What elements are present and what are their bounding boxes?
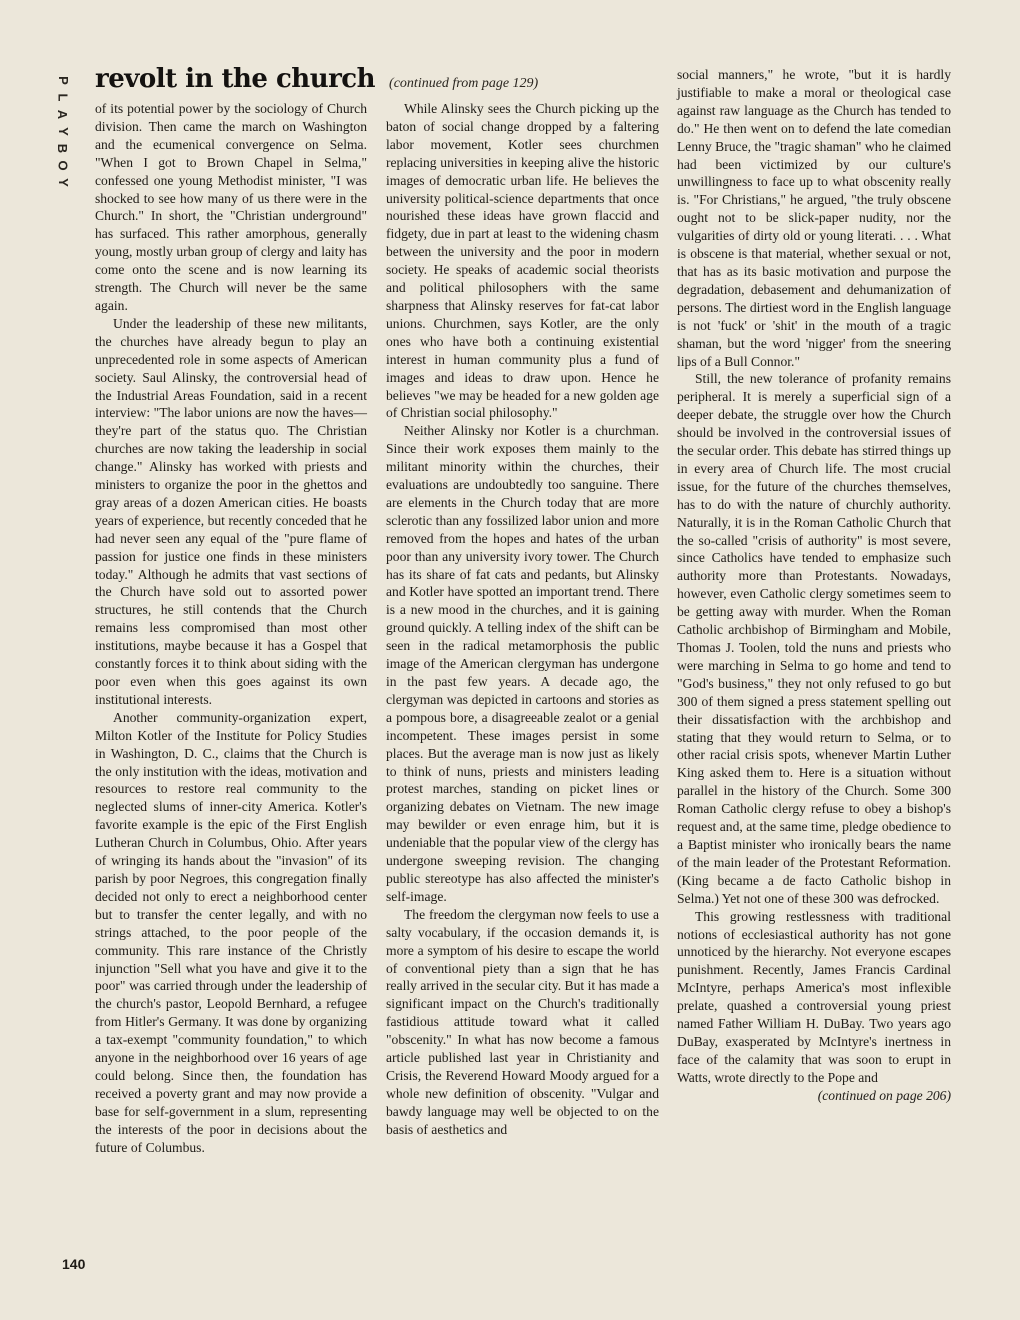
paragraph: social manners," he wrote, "but it is hardly justifiable to make a moral or theological case against raw language as the Church has tended to do." He then went on to defend the late comedian Lenny Bruce, the "tragic shaman" who he claimed had been victimized by our culture's unwillingness to face up to what obscenity really is. "For Christians," he argued, "the truly obscene ought not to be slick-paper nudity, nor the vulgarities of dirty old or young literati. . . . What is obscene is that material, whether sexual or not, that has as its basic motivation and purpose the degradation, debasement and dehumanization of persons. The dirtiest word in the English language is not 'fuck' or 'shit' in the mouth of a tragic shaman, but the word 'nigger' from the sneering lips of a Bull Connor." — [677, 67, 951, 369]
paragraph: The freedom the clergyman now feels to use a salty vocabulary, if the occasion demands it, is more a symptom of his desire to escape the world of conventional piety than a sign that he has really arrived in the secular city. But it has made a significant impact on the Church's traditionally fastidious attitude toward what it called "obscenity." In what has now become a famous article published last year in Christianity and Crisis, the Reverend Howard Moody argued for a whole new definition of obscenity. "Vulgar and bawdy language may well be objected to on the basis of aesthetics and — [386, 906, 659, 1137]
paragraph: While Alinsky sees the Church picking up the baton of social change dropped by a faltering labor movement, Kotler sees churchmen replacing universities in keeping alive the historic images of democratic urban life. He believes the university political-science departments that once nourished these ideas have grown flaccid and fidgety, due in part at least to the widening chasm between the university and the poor in modern society. He speaks of academic social theorists and political philosophers with the same sharpness that Alinsky reserves for fat-cat labor unions. Churchmen, says Kotler, are the only ones who have both a continuing existential interest in human community plus a fund of images and ideas to draw upon. Hence he believes "we may be headed for a new golden age of Christian social philosophy." — [386, 101, 659, 421]
page-number: 140 — [62, 1256, 86, 1272]
paragraph: Still, the new tolerance of profanity remains peripheral. It is merely a superficial sign of a deeper debate, the struggle over how the Church should be involved in the controversial issues of the secular order. This debate has stirred things up in every area of Church life. The most crucial issue, for the future of the churches themselves, has to do with the nature of churchly authority. Naturally, it is in the Roman Catholic Church that the so-called "crisis of authority" is most severe, since Catholics have tended to emphasize such authority more than Protestants. Nowadays, however, even Catholic clergy sometimes seem to be getting away with murder. When the Roman Catholic archbishop of Birmingham and Mobile, Thomas J. Toolen, told the nuns and priests who were marching in Selma to go home and tend to "God's business," they not only refused to go but 300 of them signed a press statement spelling out their dissatisfaction with the archbishop and stating that they would return to Selma, or to other racial crisis spots, whenever Martin Luther King asked them to. Here is a situation without parallel in the history of the Church. Some 300 Roman Catholic clergy refuse to obey a bishop's request and, at the same time, pledge obedience to a Baptist minister who ironically bears the name of the main leader of the Protestant Reformation. (King became a de facto Catholic bishop in Selma.) Yet not one of these 300 was defrocked. — [677, 371, 951, 906]
masthead-letter: B — [55, 143, 71, 154]
paragraph: Under the leadership of these new militants, the churches have already begun to play an unprecedented role in some aspects of American society. Saul Alinsky, the controversial head of the Industrial Areas Foundation, said in a recent interview: "The labor unions are now the haves—they're part of the status quo. The Christian churches are now taking the leadership in social change." Alinsky has worked with priests and ministers to organize the poor in the ghettos and gray areas of a dozen American cities. He boasts years of experience, but recently conceded that he had never seen any equal of the "pure flame of passion for justice one finds in these ministers today." Although he admits that vast sections of the Church have sold out to assorted power structures, he still contends that the Church remains less compromised than most other institutions, maybe because it has a Gospel that constantly forces it to think about siding with the poor even when this goes against its own institutional interests. — [95, 315, 367, 707]
masthead-letter: Y — [55, 178, 71, 187]
continued-from-note: (continued from page 129) — [389, 76, 539, 91]
masthead-letter: P — [55, 76, 71, 85]
text-column-1 — [95, 100, 367, 1156]
text-column-3 — [677, 66, 951, 1105]
text-column-2 — [386, 100, 659, 1139]
article-title: revolt in the church — [95, 64, 376, 94]
magazine-name-vertical — [55, 72, 71, 191]
paragraph: Another community-organization expert, Milton Kotler of the Institute for Policy Studies in Washington, D. C., claims that the Church is the only institution with the ideas, motivation and resources to restore real community to the neglected slums of inner-city America. Kotler's favorite example is the epic of the First English Lutheran Church in Columbus, Ohio. After years of wringing its hands about the "invasion" of its parish by poor Negroes, this congregation finally decided not only to erect a neighborhood center but to transfer the center legally, and with no strings attached, to the poor people of the community. This rare instance of the Christly injunction "Sell what you have and give it to the poor" was carried through under the leadership of the church's pastor, Leopold Bernhard, a refugee from Hitler's Germany. It was done by organizing a tax-exempt "community foundation," to which anyone in the neighborhood over 16 years of age could belong. Since then, the foundation has received a poverty grant and may now provide a base for self-government in a slum, representing the interests of the poor in decisions about the future of Columbus. — [95, 709, 367, 1155]
paragraph: of its potential power by the sociology of Church division. Then came the march on Washington and the ecumenical convergence on Selma. "When I got to Brown Chapel in Selma," confessed one young Methodist minister, "I was shocked to see how many of us there were in the Church." In short, the "Christian underground" has surfaced. This rather amorphous, generally young, mostly urban group of clergy and laity has come onto the scene and is now learning its strength. The Church will never be the same again. — [95, 101, 367, 313]
masthead-letter: A — [55, 109, 71, 120]
paragraph: This growing restlessness with traditional notions of ecclesiastical authority has not gone unnoticed by the hierarchy. Not everyone escapes punishment. Recently, James Francis Cardinal McIntyre, perhaps America's most inflexible prelate, quashed a controversial young priest named Father William H. DuBay. Two years ago DuBay, exasperated by McIntyre's inertness in face of the calamity that was soon to erupt in Watts, wrote directly to the Pope and — [677, 908, 951, 1085]
masthead-letter: O — [55, 160, 71, 171]
paragraph: Neither Alinsky nor Kotler is a churchman. Since their work exposes them mainly to the militant minority within the churches, their evaluations are undoubtedly too sanguine. There are elements in the Church today that are more sclerotic than any fossilized labor union and more removed from the hopes and hates of the urban poor than any university ivory tower. The Church has its share of fat cats and pedants, but Alinsky and Kotler have spotted an important trend. There is a new mood in the churches, and it is gaining ground quickly. A telling index of the shift can be seen in the radical metamorphosis the public image of the American clergyman has undergone in the past few years. A decade ago, the clergyman was depicted in cartoons and stories as a pompous bore, a disagreeable zealot or a genial incompetent. These images persist in some places. But the average man is now just as likely to think of nuns, priests and ministers leading protest marches, standing on picket lines or organizing debates on Vietnam. The new image may bewilder or even enrage him, but it is undeniable that the popular view of the clergy has undergone sweeping revision. The changing public stereotype has also affected the minister's self-image. — [386, 423, 659, 904]
article-heading — [95, 64, 655, 100]
masthead-letter: L — [55, 93, 71, 102]
masthead-letter: Y — [55, 127, 71, 136]
continued-on-note: (continued on page 206) — [817, 1087, 951, 1103]
